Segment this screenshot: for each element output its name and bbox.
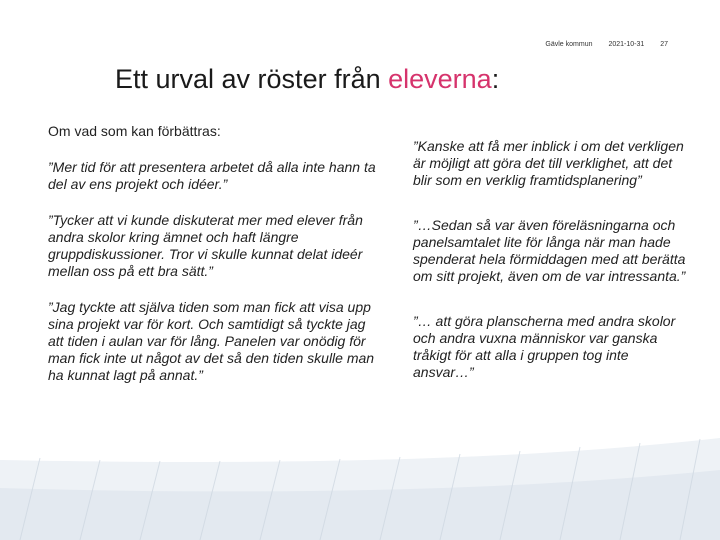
decorative-wave-band [0,430,720,540]
right-column [413,138,693,409]
improvements-heading: Om vad som kan förbättras: [48,123,221,139]
title-prefix: Ett urval av röster från [115,64,389,94]
quote-more-time: ”Mer tid för att presentera arbetet då alla inte hann ta del av ens projekt och idéer.” [48,159,376,192]
page-number: 27 [660,41,668,48]
slide-title [115,64,499,95]
quote-posters: ”… att göra planscherna med andra skolor och andra vuxna människor var ganska tråkigt för att alla i gruppen tog inte ansvar…” [413,313,676,380]
quote-lectures: ”…Sedan så var även föreläsningarna och panelsamtalet lite för långa när man hade spenderat hela förmiddagen med att berätta om sitt projekt, även om de var intressanta.” [413,217,686,284]
left-column [48,123,378,403]
slide-date: 2021-10-31 [608,41,645,48]
slide-meta [545,41,668,48]
quote-discussions: ”Tycker att vi kunde diskuterat mer med elever från andra skolor kring ämnet och haft längre gruppdiskussioner. Tror vi skulle kunnat delat ideér mellan oss på ett bra sätt.” [48,212,363,279]
organization-name: Gävle kommun [545,41,593,48]
quote-insight: ”Kanske att få mer inblick i om det verkligen är möjligt att göra det till verklighet, att det blir som en verklig framtidsplanering” [413,138,684,188]
title-accent: eleverna [388,64,492,94]
quote-presentation-time: ”Jag tyckte att själva tiden som man fick att visa upp sina projekt var för kort. Och samtidigt så tyckte jag att tiden i aulan var för lång. Panelen var onödig för man fick inte ut något av det så den tiden skulle man ha kunnat lagt på annat.” [48,299,375,383]
title-suffix: : [491,64,500,94]
